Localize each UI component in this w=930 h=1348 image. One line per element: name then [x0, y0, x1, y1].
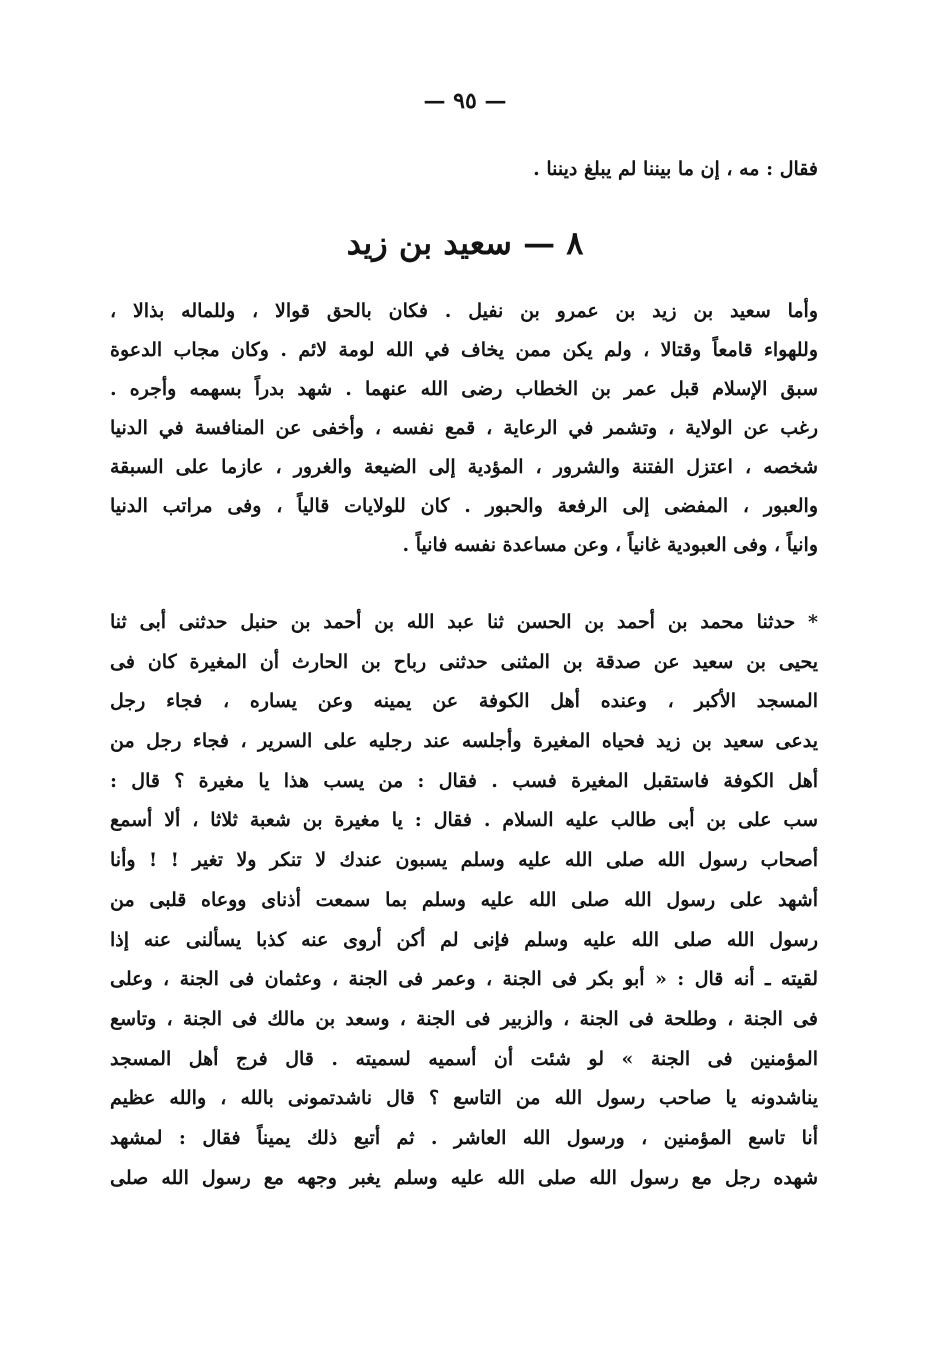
- intro-text: [110, 150, 818, 189]
- text-line: المؤمنين فى الجنة » لو شئت أن أسميه لسميته . قال فرج أهل المسجد: [110, 1047, 818, 1070]
- paragraph-biography: [110, 292, 818, 565]
- text-line: شخصه ، اعتزل الفتنة والشرور ، المؤدية إلى الضيعة والغرور ، عازما على السبقة: [110, 456, 818, 478]
- text-line: سب على بن أبى طالب عليه السلام . فقال : يا مغيرة بن شعبة ثلاثا ، ألا أسمع: [110, 809, 818, 832]
- page-number: — ٩٥ —: [423, 88, 507, 114]
- text-line: أصحاب رسول الله صلى الله عليه وسلم يسبون عندك لا تنكر ولا تغير ! ! وأنا: [110, 849, 818, 872]
- text-line: وأما سعيد بن زيد بن عمرو بن نفيل . فكان بالحق قوالا ، وللماله بذالا ،: [110, 300, 818, 322]
- text-line: سبق الإسلام قبل عمر بن الخطاب رضى الله عنهما . شهد بدراً بسهمه وأجره .: [110, 378, 818, 400]
- text-line: رغب عن الولاية ، وتشمر في الرعاية ، قمع نفسه ، وأخفى عن المنافسة في الدنيا: [110, 417, 818, 439]
- paragraph-hadith: [110, 603, 818, 1198]
- text-line: يدعى سعيد بن زيد فحياه المغيرة وأجلسه عند رجليه على السرير ، فجاء رجل من: [110, 730, 818, 753]
- text-line: وانياً ، وفى العبودية غانياً ، وعن مساعدة نفسه فانياً .: [402, 534, 818, 556]
- text-line: فى الجنة ، وطلحة فى الجنة ، والزبير فى الجنة ، وسعد بن مالك فى الجنة ، وتاسع: [110, 1007, 818, 1030]
- text-line: * حدثنا محمد بن أحمد بن الحسن ثنا عبد الله بن أحمد بن حنبل حدثنى أبى ثنا: [110, 611, 818, 633]
- text-line: يحيى بن سعيد عن صدقة بن المثنى حدثنى رباح بن الحارث أن المغيرة كان فى: [110, 650, 818, 673]
- section-heading: ٨ — سعيد بن زيد: [346, 224, 584, 262]
- text-line: أشهد على رسول الله صلى الله عليه وسلم بما سمعت أذناى ووعاه قلبى من: [110, 888, 818, 911]
- text-line: أهل الكوفة فاستقبل المغيرة فسب . فقال : من يسب هذا يا مغيرة ؟ قال :: [110, 769, 818, 792]
- text-line: والعبور ، المفضى إلى الرفعة والحبور . كان للولايات قالياً ، وفى مراتب الدنيا: [110, 495, 818, 517]
- text-line: أنا تاسع المؤمنين ، ورسول الله العاشر . ثم أتبع ذلك يميناً فقال : لمشهد: [110, 1126, 818, 1149]
- text-line: يناشدونه يا صاحب رسول الله من التاسع ؟ قال ناشدتمونى بالله ، والله عظيم: [110, 1087, 818, 1110]
- text-line: المسجد الأكبر ، وعنده أهل الكوفة عن يمينه وعن يساره ، فجاء رجل: [110, 690, 818, 713]
- text-line: وللهواء قامعاً وقتالا ، ولم يكن ممن يخاف في الله لومة لائم . وكان مجاب الدعوة: [110, 339, 818, 361]
- text-line: رسول الله صلى الله عليه وسلم فإنى لم أكن أروى عنه كذبا يسألنى عنه إذا: [110, 928, 818, 951]
- text-line: لقيته ـ أنه قال : « أبو بكر فى الجنة ، وعمر فى الجنة ، وعثمان فى الجنة ، وعلى: [110, 968, 818, 991]
- text-line: شهده رجل مع رسول الله صلى الله عليه وسلم يغبر وجهه مع رسول الله صلى: [110, 1166, 818, 1189]
- intro-line: فقال : مه ، إن ما بيننا لم يبلغ ديننا .: [533, 158, 818, 180]
